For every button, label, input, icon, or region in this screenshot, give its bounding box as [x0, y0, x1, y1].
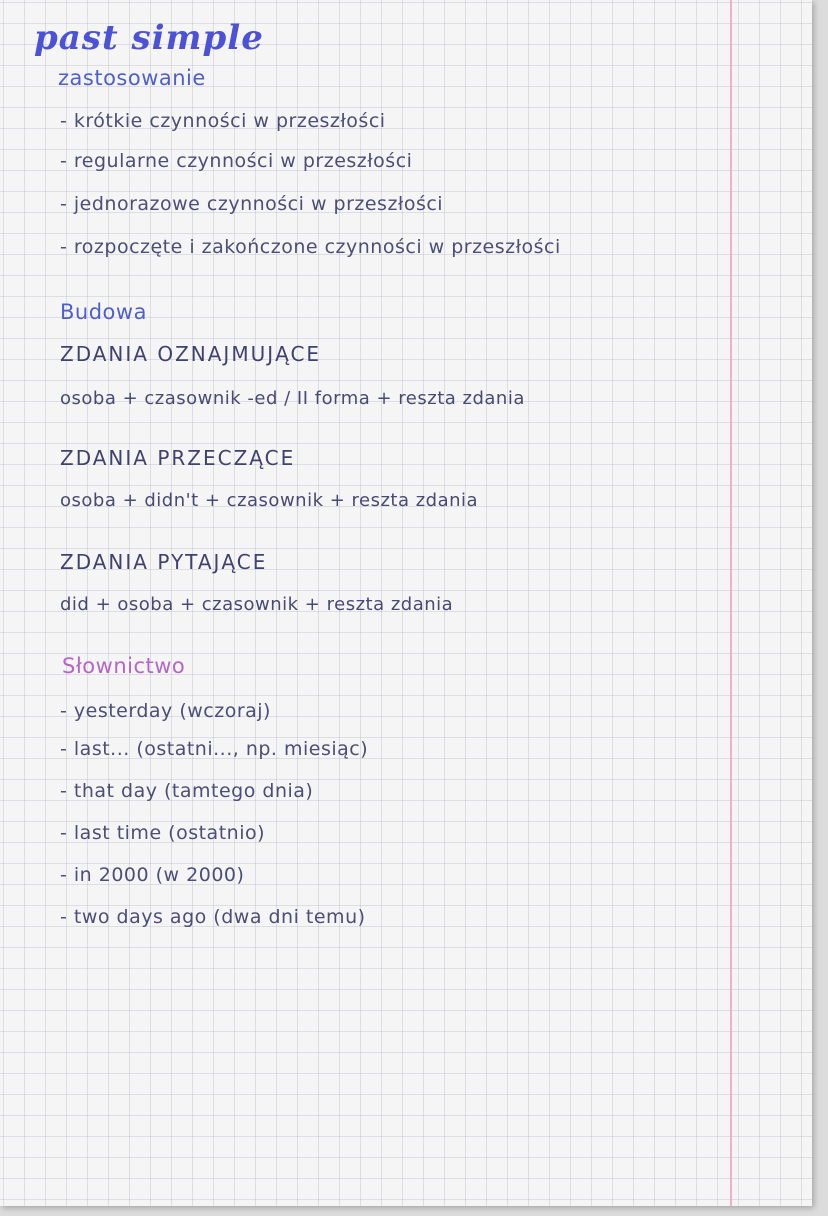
usage-item: - krótkie czynności w przeszłości	[60, 110, 386, 132]
vocabulary-item: - that day (tamtego dnia)	[60, 780, 314, 802]
usage-item: - rozpoczęte i zakończone czynności w przeszłości	[60, 236, 561, 258]
structure-heading: Budowa	[60, 300, 147, 324]
usage-item: - jednorazowe czynności w przeszłości	[60, 193, 444, 215]
vocabulary-item: - last... (ostatni..., np. miesiąc)	[60, 738, 369, 760]
negative-title: ZDANIA PRZECZĄCE	[60, 446, 296, 470]
vocabulary-item: - in 2000 (w 2000)	[60, 864, 245, 886]
usage-heading: zastosowanie	[58, 66, 206, 90]
affirmative-formula: osoba + czasownik -ed / II forma + reszta zdania	[60, 388, 525, 409]
usage-item: - regularne czynności w przeszłości	[60, 150, 413, 172]
page-title: past simple	[34, 18, 264, 58]
vocabulary-item: - last time (ostatnio)	[60, 822, 266, 844]
vocabulary-item: - yesterday (wczoraj)	[60, 700, 271, 722]
vocabulary-heading: Słownictwo	[62, 654, 186, 678]
negative-formula: osoba + didn't + czasownik + reszta zdania	[60, 490, 479, 511]
vocabulary-item: - two days ago (dwa dni temu)	[60, 906, 366, 928]
margin-line	[730, 0, 732, 1206]
affirmative-title: ZDANIA OZNAJMUJĄCE	[60, 342, 322, 366]
question-title: ZDANIA PYTAJĄCE	[60, 550, 268, 574]
question-formula: did + osoba + czasownik + reszta zdania	[60, 594, 454, 615]
